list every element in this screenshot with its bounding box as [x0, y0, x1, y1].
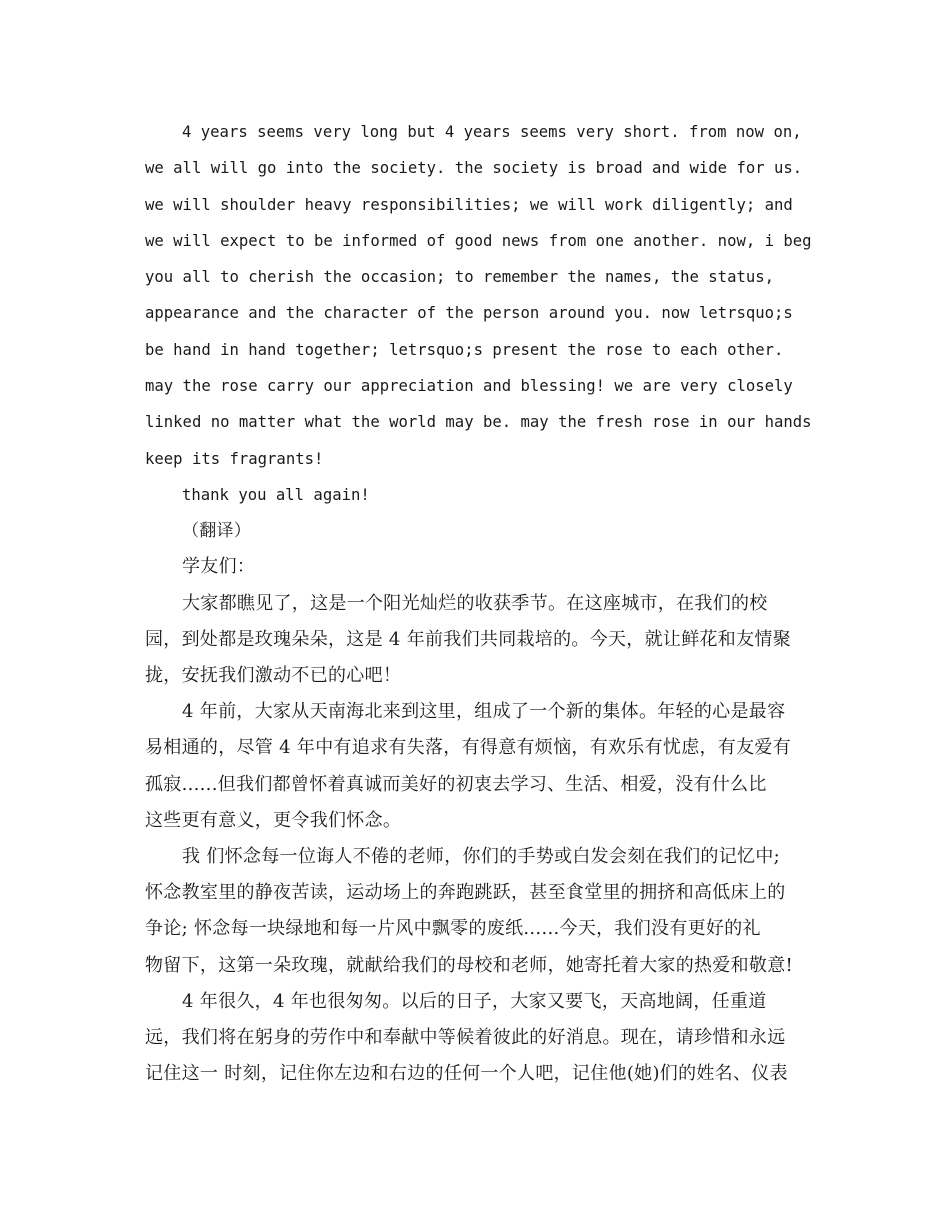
- thanks-line: thank you all again!: [182, 485, 370, 504]
- chinese-line: 这些更有意义，更令我们怀念。: [145, 809, 402, 831]
- chinese-line: 怀念教室里的静夜苦读，运动场上的奔跑跳跃，甚至食堂里的拥挤和高低床上的: [145, 882, 786, 904]
- english-line: you all to cherish the occasion; to remember the names, the status,: [145, 268, 775, 287]
- english-line: we all will go into the society. the society is broad and wide for us.: [145, 159, 803, 178]
- chinese-translation: [145, 586, 815, 1093]
- chinese-line: 我 们怀念每一位诲人不倦的老师，你们的手势或白发会刻在我们的记忆中;: [182, 845, 780, 867]
- chinese-line: 园，到处都是玫瑰朵朵，这是 4 年前我们共同栽培的。今天，就让鲜花和友情聚: [145, 628, 791, 650]
- chinese-line: 易相通的，尽管 4 年中有追求有失落，有得意有烦恼，有欢乐有忧虑，有友爱有: [145, 737, 791, 759]
- english-line: appearance and the character of the person around you. now letrsquo;s: [145, 304, 793, 323]
- chinese-line: 孤寂......但我们都曾怀着真诚而美好的初衷去学习、生活、相爱，没有什么比: [145, 773, 767, 795]
- english-line: keep its fragrants!: [145, 449, 324, 468]
- chinese-line: 大家都瞧见了，这是一个阳光灿烂的收获季节。在这座城市，在我们的校: [182, 592, 768, 614]
- english-line: we will expect to be informed of good news from one another. now, i beg: [145, 231, 812, 250]
- chinese-line: 4 年前，大家从天南海北来到这里，组成了一个新的集体。年轻的心是最容: [182, 701, 786, 723]
- chinese-line: 4 年很久，4 年也很匆匆。以后的日子，大家又要飞，天高地阔，任重道: [182, 990, 767, 1012]
- english-line: 4 years seems very long but 4 years seems very short. from now on,: [182, 123, 802, 141]
- chinese-line: 物留下，这第一朵玫瑰，就献给我们的母校和老师，她寄托着大家的热爱和敬意!: [145, 954, 794, 976]
- english-line: we will shoulder heavy responsibilities; we will work diligently; and: [145, 195, 793, 214]
- chinese-line: 争论; 怀念每一块绿地和每一片风中飘零的废纸......今天，我们没有更好的礼: [145, 918, 761, 940]
- english-line: may the rose carry our appreciation and blessing! we are very closely: [145, 377, 793, 396]
- english-speech: [145, 114, 815, 477]
- chinese-line: 拢，安抚我们激动不已的心吧！: [145, 665, 402, 687]
- english-line: linked no matter what the world may be. may the fresh rose in our hands: [145, 413, 812, 432]
- chinese-line: 远，我们将在躬身的劳作中和奉献中等候着彼此的好消息。现在，请珍惜和永远: [145, 1026, 786, 1048]
- document-body: [145, 114, 815, 1092]
- english-line: be hand in hand together; letrsquo;s present the rose to each other.: [145, 340, 784, 359]
- chinese-line: 记住这一 时刻，记住你左边和右边的任何一个人吧，记住他(她)们的姓名、仪表: [145, 1063, 788, 1085]
- greeting: 学友们：: [182, 556, 256, 578]
- translation-label: （翻译）: [182, 521, 252, 542]
